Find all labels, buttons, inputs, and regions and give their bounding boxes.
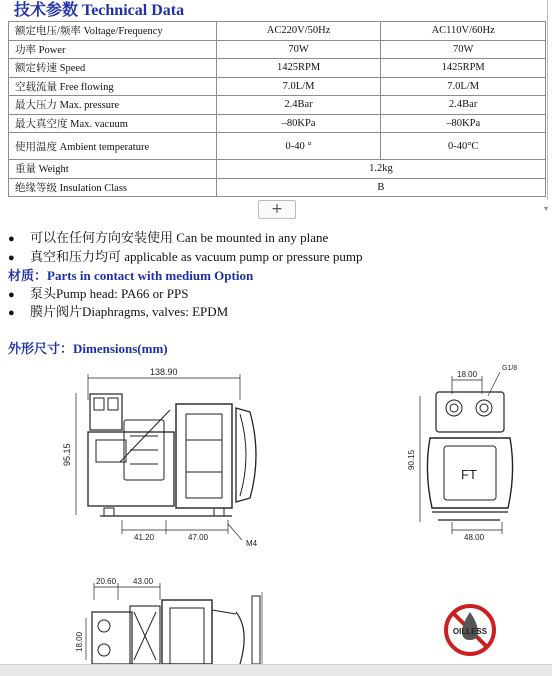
spec-row [9, 77, 546, 96]
spec-value: AC220V/50Hz [216, 22, 381, 41]
spec-value: 0-40 ° [216, 133, 381, 160]
spec-value: 7.0L/M [381, 77, 546, 96]
bottom-dim-c-label: 18.00 [75, 631, 84, 652]
spec-label: 额定转速 Speed [9, 59, 217, 78]
badge-text: OILLESS [452, 627, 488, 636]
side-view-drawing [62, 367, 258, 548]
dimension-drawings [0, 355, 552, 665]
spec-label: 绝缘等级 Insulation Class [9, 178, 217, 197]
spec-row [9, 96, 546, 115]
spec-value: 70W [216, 40, 381, 59]
side-width-label: 138.90 [150, 367, 178, 377]
spec-grid [8, 21, 546, 197]
bullet-pump-head: ● 泵头Pump head: PA66 or PPS [8, 286, 188, 303]
front-top-label: 18.00 [457, 370, 478, 379]
bottom-dim-a-label: 20.60 [96, 577, 117, 586]
spec-row [9, 114, 546, 133]
bullet-vacuum: ● 真空和压力均可 applicable as vacuum pump or pressure pump [8, 249, 363, 266]
add-row-button[interactable]: + [258, 200, 296, 219]
spec-value: B [216, 178, 545, 197]
table-title: 技术参数 Technical Data [8, 0, 546, 21]
scroll-arrow-icon[interactable]: ▾ [544, 204, 549, 213]
dimensions-heading: 外形尺寸：Dimensions(mm) [8, 341, 168, 356]
bottom-dim-b-label: 43.00 [133, 577, 154, 586]
bullet-diaphragm: ● 膜片阀片Diaphragms, valves: EPDM [8, 304, 228, 321]
spec-value: 2.4Bar [381, 96, 546, 115]
spec-value: –80KPa [216, 114, 381, 133]
spec-value: 7.0L/M [216, 77, 381, 96]
spec-value: 2.4Bar [216, 96, 381, 115]
spec-row [9, 40, 546, 59]
spec-value: 1425RPM [216, 59, 381, 78]
spec-label: 额定电压/频率 Voltage/Frequency [9, 22, 217, 41]
spec-value: –80KPa [381, 114, 546, 133]
materials-heading: 材质：Parts in contact with medium Option [8, 268, 254, 283]
spec-value: AC110V/60Hz [381, 22, 546, 41]
side-dim-a-label: 41.20 [134, 533, 155, 542]
spec-row [9, 59, 546, 78]
spec-value: 1425RPM [381, 59, 546, 78]
oilless-badge-icon [446, 606, 494, 654]
spec-label: 使用温度 Ambient temperature [9, 133, 217, 160]
spec-label: 最大真空度 Max. vacuum [9, 114, 217, 133]
spec-row [9, 133, 546, 160]
column-divider [547, 0, 548, 200]
front-port-label: G1/8 [502, 365, 518, 372]
spec-value: 70W [381, 40, 546, 59]
spec-label: 重量 Weight [9, 160, 217, 179]
side-height-label: 95.15 [62, 443, 72, 466]
spec-value: 0-40°C [381, 133, 546, 160]
spec-label: 功率 Power [9, 40, 217, 59]
bottom-scrollbar[interactable] [0, 664, 552, 676]
spec-row [9, 22, 546, 41]
front-base-label: 48.00 [464, 533, 485, 542]
technical-data-table [8, 0, 546, 197]
bullet-mount: ● 可以在任何方向安装使用 Can be mounted in any plane [8, 230, 328, 247]
spec-label: 空载流量 Free flowing [9, 77, 217, 96]
spec-value: 1.2kg [216, 160, 545, 179]
spec-row [9, 178, 546, 197]
spec-label: 最大压力 Max. pressure [9, 96, 217, 115]
front-height-label: 90.15 [407, 449, 416, 470]
side-dim-b-label: 47.00 [188, 533, 209, 542]
spec-row [9, 160, 546, 179]
front-view-drawing [407, 365, 517, 542]
front-logo-label: FT [461, 467, 477, 482]
mount-label: M4 [246, 539, 258, 548]
bottom-view-drawing [75, 577, 262, 664]
